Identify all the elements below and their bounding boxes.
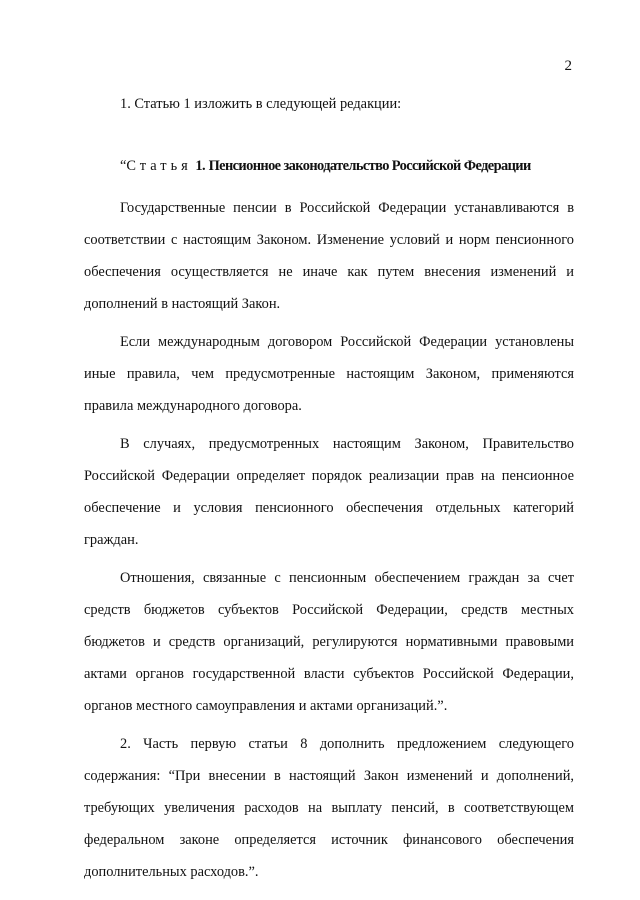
article-paragraph-1: Государственные пенсии в Российской Федерации устанавливаются в соответствии с настоящим Законом. Изменение условий и норм пенсионного обеспечения осуществляется не иначе как путем внесения изменений и дополнений в настоящий Закон. xyxy=(84,200,574,312)
article-paragraph-2: Если международным договором Российской Федерации установлены иные правила, чем предусмотренные настоящим Законом, применяются правила международного договора. xyxy=(84,334,574,414)
document-body xyxy=(84,88,574,894)
article-paragraph-3: В случаях, предусмотренных настоящим Законом, Правительство Российской Федерации определяет порядок реализации прав на пенсионное обеспечение и условия пенсионного обеспечения отдельных категорий граждан. xyxy=(84,436,574,548)
amendment-item-2: 2. Часть первую статьи 8 дополнить предложением следующего содержания: “При внесении в настоящий Закон изменений и дополнений, требующих увеличения расходов на выплату пенсий, в соответствующем федеральном законе определяется источник финансового обеспечения дополнительных расходов.”. xyxy=(84,736,574,880)
article-paragraph-4: Отношения, связанные с пенсионным обеспечением граждан за счет средств бюджетов субъектов Российской Федерации, средств местных бюджетов и средств организаций, регулируются нормативными правовыми актами органов государственной власти субъектов Российской Федерации, органов местного самоуправления и актами организаций.”. xyxy=(84,570,574,714)
article-title: Пенсионное законодательство Российской Федерации xyxy=(208,158,531,174)
page-number: 2 xyxy=(564,58,572,74)
article-word: Статья xyxy=(126,158,192,174)
article-number: 1. xyxy=(195,158,205,174)
amendment-item-1: 1. Статью 1 изложить в следующей редакции: xyxy=(120,96,402,112)
article-open-quote: “ xyxy=(120,158,127,174)
article-heading xyxy=(84,150,574,182)
